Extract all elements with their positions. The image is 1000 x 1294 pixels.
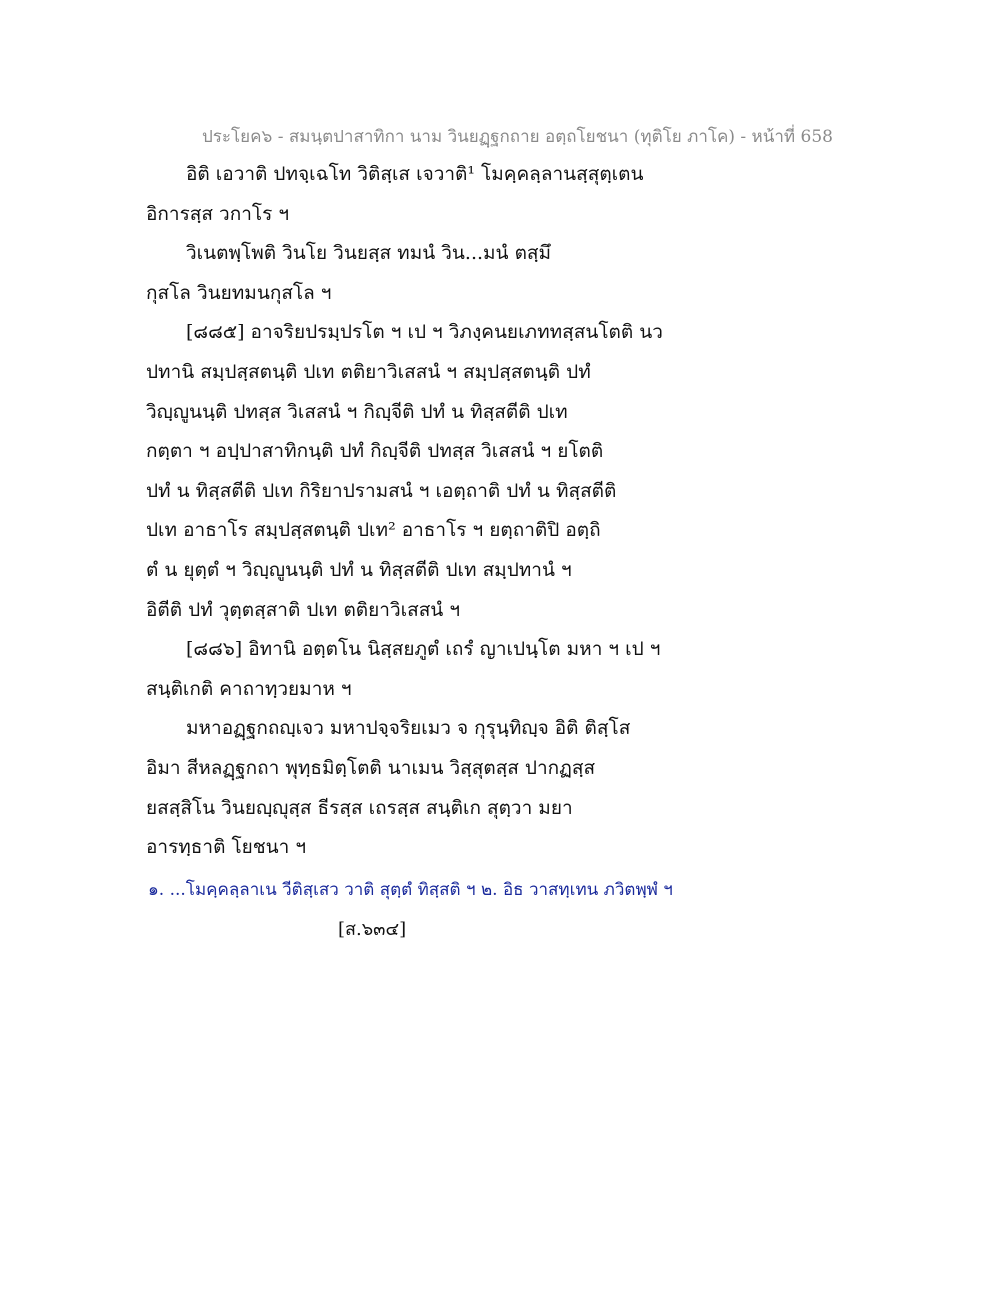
text-line: อิตีติ ปทํ วุตฺตสฺสาติ ปเท ตติยาวิเสสนํ ฯ bbox=[146, 598, 460, 621]
text-line: อารทฺธาติ โยชนา ฯ bbox=[146, 836, 307, 859]
text-line: มหาอฏฺฐกถญฺเจว มหาปจฺจริยเมว จ กุรุนฺทิญฺจ อิติ ติสฺโส bbox=[186, 717, 631, 740]
text-line: ปเท อาธาโร สมฺปสฺสตนฺติ ปเท² อาธาโร ฯ ยตฺถาติปิ อตฺถิ bbox=[146, 519, 601, 542]
text-line: ปทํ น ทิสฺสตีติ ปเท กิริยาปรามสนํ ฯ เอตฺถาติ ปทํ น ทิสฺสตีติ bbox=[146, 479, 617, 502]
text-line: ยสสฺสิโน วินยญฺญุสฺส ธีรสฺส เถรสฺส สนฺติเก สุตฺวา มยา bbox=[146, 796, 573, 819]
text-line: กตฺตา ฯ อปฺปาสาทิกนฺติ ปทํ กิญฺจีติ ปทสฺส วิเสสนํ ฯ ยโตติ bbox=[146, 440, 604, 463]
text-line: [๘๘๖] อิทานิ อตฺตโน นิสฺสยภูตํ เถรํ ญาเปนฺโต มหา ฯ เป ฯ bbox=[186, 638, 661, 661]
text-line: ปทานิ สมฺปสฺสตนฺติ ปเท ตติยาวิเสสนํ ฯ สมฺปสฺสตนฺติ ปทํ bbox=[146, 360, 591, 383]
text-line: อิการสฺส วกาโร ฯ bbox=[146, 202, 289, 225]
text-line: วิญฺญูนนฺติ ปทสฺส วิเสสนํ ฯ กิญฺจีติ ปทํ น ทิสฺสตีติ ปเท bbox=[146, 400, 568, 423]
text-line: อิมา สีหลฏฺฐกถา พุทฺธมิตฺโตติ นาเมน วิสฺสุตสฺส ปากฏสฺส bbox=[146, 756, 596, 779]
footnote: ๑. ...โมคฺคลฺลาเน วีติสฺเสว วาติ สุตฺตํ ทิสฺสติ ฯ ๒. อิธ วาสทฺเทน ภวิตพฺพํ ฯ bbox=[148, 880, 673, 900]
page-header: ประโยค๖ - สมนฺตปาสาทิกา นาม วินยฏฺฐกถาย อตฺถโยชนา (ทุติโย ภาโค) - หน้าที่ 658 bbox=[202, 127, 833, 147]
text-line: ตํ น ยุตฺตํ ฯ วิญฺญูนนฺติ ปทํ น ทิสฺสตีติ ปเท สมฺปทานํ ฯ bbox=[146, 558, 572, 581]
text-line: กุสโล วินยทมนกุสโล ฯ bbox=[146, 281, 332, 304]
body-text bbox=[146, 160, 866, 873]
text-line: วิเนตพฺโพติ วินโย วินยสฺส ทมนํ วิน...มนํ ตสฺมึ bbox=[186, 242, 552, 265]
text-line: [๘๘๕] อาจริยปรมฺปรโต ฯ เป ฯ วิภงฺคนยเภททสฺสนโตติ นว bbox=[186, 321, 663, 344]
page-reference: [ส.๖๓๔] bbox=[338, 919, 407, 940]
text-line: สนฺติเกติ คาถาทฺวยมาห ฯ bbox=[146, 677, 352, 700]
text-line: อิติ เอวาติ ปทจฺเฉโท วิติสฺเส เจวาติ¹ โมคฺคลฺลานสฺสุตฺเตน bbox=[186, 163, 644, 185]
